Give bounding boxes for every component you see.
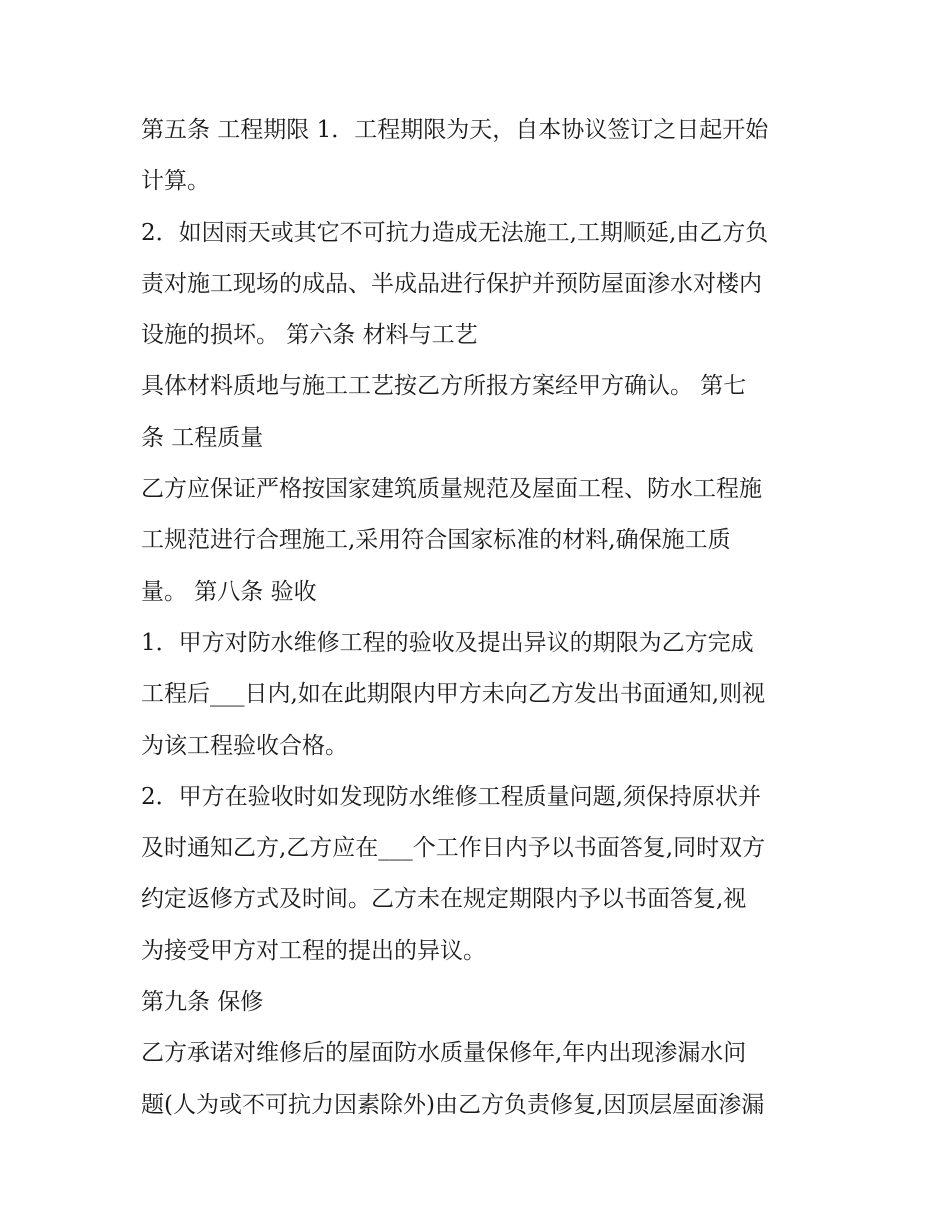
text-line-10: 量。 第八条 验收 [141, 578, 317, 605]
text-line-14: 2．甲方在验收时如发现防水维修工程质量问题,须保持原状并 [141, 783, 761, 810]
text-line-15: 及时通知乙方,乙方应在___个工作日内予以书面答复,同时双方 [141, 835, 766, 862]
contract-text [141, 105, 831, 1131]
text-line-20: 题(人为或不可抗力因素除外)由乙方负责修复,因顶层屋面渗漏 [141, 1091, 765, 1118]
text-line-6: 具体材料质地与施工工艺按乙方所报方案经甲方确认。 第七 [141, 373, 747, 400]
text-line-11: 1．甲方对防水维修工程的验收及提出异议的期限为乙方完成 [141, 629, 754, 656]
text-line-8: 乙方应保证严格按国家建筑质量规范及屋面工程、防水工程施 [141, 476, 762, 503]
text-line-3: 2．如因雨天或其它不可抗力造成无法施工,工期顺延,由乙方负 [141, 219, 769, 246]
text-line-1: 第五条 工程期限 1．工程期限为天，自本协议签订之日起开始 [141, 117, 769, 143]
text-line-19: 乙方承诺对维修后的屋面防水质量保修年,年内出现渗漏水问 [141, 1040, 747, 1067]
text-line-4: 责对施工现场的成品、半成品进行保护并预防屋面渗水对楼内 [141, 270, 762, 297]
text-line-12: 工程后___日内,如在此期限内甲方未向乙方发出书面通知,则视 [141, 681, 766, 708]
text-line-2: 计算。 [141, 168, 210, 195]
text-line-7: 条 工程质量 [141, 424, 264, 451]
text-line-17: 为接受甲方对工程的提出的异议。 [141, 937, 486, 964]
text-line-9: 工规范进行合理施工,采用符合国家标准的材料,确保施工质 [141, 527, 731, 554]
text-line-16: 约定返修方式及时间。乙方未在规定期限内予以书面答复,视 [141, 886, 747, 913]
text-line-5: 设施的损坏。 第六条 材料与工艺 [141, 322, 478, 349]
text-line-18: 第九条 保修 [141, 989, 264, 1016]
text-line-13: 为该工程验收合格。 [141, 732, 348, 759]
